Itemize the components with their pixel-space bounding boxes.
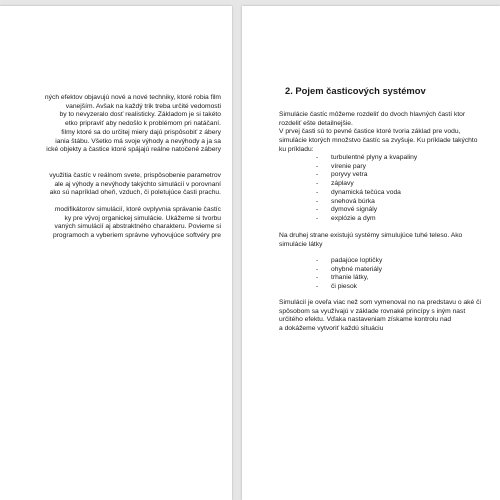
left-paragraph-2 (0, 172, 221, 198)
text-line: modifikátorov simulácií, ktoré ovplyvnia správanie častíc (54, 206, 221, 213)
list-item: - turbulentné plyny a kvapaliny (316, 154, 418, 161)
text-line: ku príkladu: (279, 145, 314, 153)
text-line: a dokážeme vytvoriť každú situáciu (279, 325, 384, 333)
text-line: vaných simulácií aj abstraktného charakteru. Povieme si (54, 223, 221, 231)
text-line: vanejším. Avšak na každý trik treba určité vedomosti (65, 102, 221, 110)
list-item: - záplavy (316, 180, 354, 188)
text-line: etko pripraviť aby nedošlo k problémom pri natáčaní. (64, 120, 221, 128)
rigid-body-list (316, 257, 382, 292)
list-item: - vírenie pary (316, 162, 366, 170)
list-item: - ohybné materiály (316, 265, 382, 273)
text-line: ných efektov objavujú nové a nové techniky, ktoré robia film (44, 94, 221, 101)
text-line: určitého efektu. Vďaka nastaveniam získame kontrolu nad (279, 316, 452, 324)
text-line: ako sú napríklad oheň, vzduch, či poletujúce časti prachu. (49, 189, 221, 197)
list-item: - či piesok (316, 283, 358, 291)
left-page (0, 6, 232, 500)
right-paragraph-3 (279, 299, 500, 334)
effects-list (316, 154, 417, 224)
list-item: - dynamická tečúca voda (316, 188, 401, 196)
section-heading: 2. Pojem časticových systémov (285, 85, 426, 96)
text-line: ky pre vývoj organickej simulácie. Ukážeme si tvorbu (64, 214, 221, 222)
left-paragraph-1 (0, 94, 221, 155)
list-item: - padajúce loptičky (316, 257, 383, 264)
right-page (242, 6, 500, 500)
text-line: by to nevyzeralo dosť realisticky. Základom je si takéto (59, 111, 221, 119)
list-item: - trhanie látky, (316, 274, 369, 282)
text-line: programoch a vyberiem správne vyhovujúce softvéry pre (52, 232, 221, 240)
right-paragraph-2 (279, 232, 500, 249)
text-line: spôsobom sa využívajú v základe rovnaké princípy s iným nast (279, 307, 466, 315)
list-item: - explózie a dym (316, 214, 376, 222)
text-line: ale aj výhody a nevýhody takýchto simulácií v porovnaní (54, 180, 221, 188)
text-line: Simulácií je oveľa viac než som vymenoval no na predstavu o aké či (279, 299, 481, 306)
text-line: simulácie ktorých množstvo častíc sa zvyšuje. Ku príklade takýchto (279, 137, 478, 145)
text-line: využitia častíc v reálnom svete, prispôsobenie parametrov (49, 172, 221, 179)
list-item: - snehová búrka (316, 197, 375, 205)
right-paragraph-1 (279, 111, 500, 155)
text-line: ické objekty a častice ktoré spájajú reálne natočené zábery (46, 146, 221, 154)
text-line: rozdeliť ešte detailnejšie. (279, 119, 353, 127)
text-line: V prvej časti sú to pevné častice ktoré tvoria základ pre vodu, (279, 128, 461, 136)
text-line: iania štábu. Všetko má svoje výhody a nevýhody a ja sa (55, 137, 221, 145)
text-line: Na druhej strane existujú systémy simulujúce tuhé teleso. Ako (279, 232, 463, 239)
text-line: filmy ktoré sa do určitej miery dajú prispôsobiť z ábery (61, 128, 221, 136)
list-item: - poryvy vetra (316, 171, 368, 179)
list-item: - dymové signály (316, 206, 378, 214)
text-line: simulácie látky (279, 240, 323, 248)
left-paragraph-3 (0, 206, 221, 241)
text-line: Simulácie častíc môžeme rozdeliť do dvoch hlavných častí ktor (279, 111, 466, 118)
